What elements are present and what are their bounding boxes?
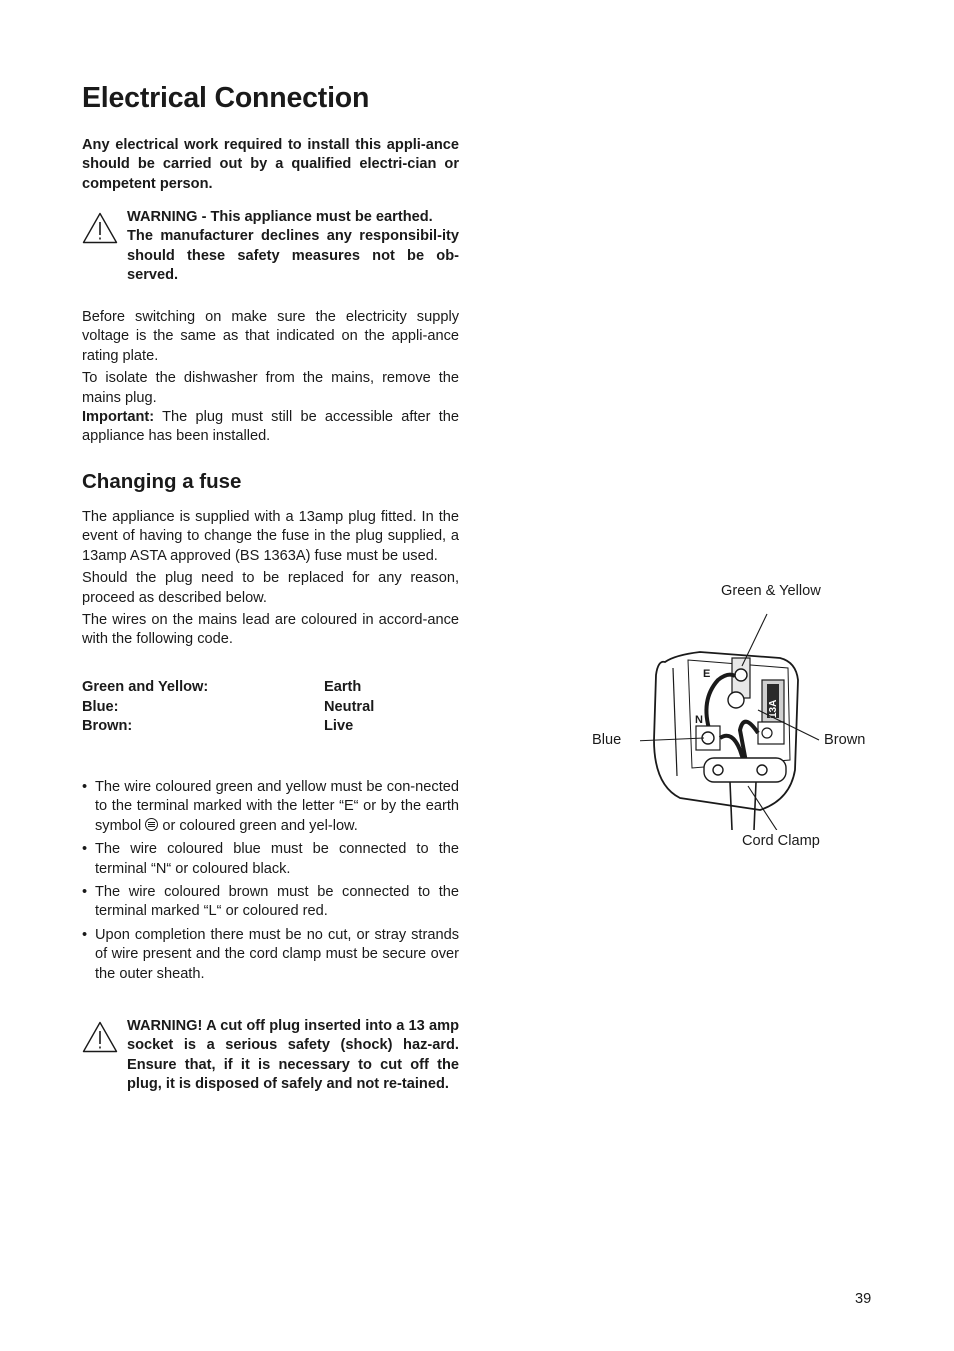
list-item: [82, 778, 459, 836]
supply-paragraphs: [82, 308, 459, 447]
bullet-text: The wire coloured brown must be connected to the terminal marked “L“ or coloured red.: [95, 884, 459, 920]
warning-icon: [82, 1021, 118, 1053]
fuse-paragraph-3: The wires on the mains lead are coloured in accord-ance with the following code.: [82, 612, 459, 648]
label-green-yellow: Green & Yellow: [721, 583, 821, 599]
important-paragraph: [82, 408, 459, 447]
bullet-text: The wire coloured green and yellow must be con-nected to the terminal marked with the letter “E“ or by the earth symbol: [95, 779, 459, 834]
bullet-text: Upon completion there must be no cut, or stray strands of wire present and the cord clamp must be secure over the outer sheath.: [95, 926, 459, 982]
fuse-rating-label: 13A: [768, 699, 779, 718]
plug-wiring-diagram: [640, 600, 840, 830]
earth-screw-icon: [735, 669, 747, 681]
list-item: [82, 883, 459, 922]
fuse-paragraph-2: Should the plug need to be replaced for any reason, proceed as described below.: [82, 570, 459, 606]
label-cord-clamp: Cord Clamp: [742, 833, 820, 849]
wire-meaning: Live: [324, 718, 354, 735]
voltage-paragraph: Before switching on make sure the electricity supply voltage is the same as that indicated on the appli-ance rating plate.: [82, 309, 459, 364]
wire-code-row: [82, 678, 459, 698]
fuse-paragraphs: [82, 508, 459, 650]
page-number: 39: [855, 1291, 872, 1307]
centre-screw-icon: [728, 692, 744, 708]
wire-colour: Brown:: [82, 718, 133, 735]
list-item: [82, 840, 459, 879]
wire-meaning: Neutral: [324, 698, 375, 715]
warning-cut-plug-text: WARNING! A cut off plug inserted into a 13 amp socket is a serious safety (shock) haz-ard. Ensure that, if it is necessary to cut off the plug, it is disposed of safely and not re-tained.: [127, 1018, 459, 1093]
wire-meaning: Earth: [324, 679, 362, 695]
instruction-list: [82, 778, 459, 988]
terminal-e-label: E: [703, 668, 711, 680]
bullet-icon: •: [82, 926, 88, 943]
page-title: Electrical Connection: [82, 82, 370, 114]
wire-code-row: [82, 698, 459, 718]
intro-text: Any electrical work required to install this appli-ance should be carried out by a qualified electri-cian or competent person.: [82, 137, 459, 192]
warning-cut-plug: [82, 1017, 459, 1095]
bullet-text: The wire coloured blue must be connected to the terminal “N“ or coloured black.: [95, 841, 459, 877]
bullet-icon: •: [82, 884, 88, 901]
wire-colour: Blue:: [82, 698, 119, 715]
label-blue: Blue: [592, 732, 622, 748]
clamp-screw-icon: [757, 765, 767, 775]
earth-symbol-icon: [145, 818, 158, 831]
clamp-screw-icon: [713, 765, 723, 775]
warning-earthed: [82, 208, 459, 286]
bullet-text: or coloured green and yel-low.: [158, 817, 358, 834]
warning-earthed-line2: The manufacturer declines any responsibil-ity should these safety measures not be ob-served.: [127, 228, 459, 284]
bullet-icon: •: [82, 779, 88, 795]
intro-paragraph: [82, 136, 459, 194]
wire-code-row: [82, 717, 459, 737]
important-text: The plug must still be accessible after the appliance has been installed.: [82, 409, 459, 445]
list-item: [82, 926, 459, 984]
warning-earthed-line1: WARNING - This appliance must be earthed.: [127, 209, 433, 225]
warning-icon: [82, 212, 118, 244]
wire-code-table: [82, 678, 459, 737]
terminal-n-label: N: [695, 714, 703, 726]
label-brown: Brown: [824, 732, 866, 748]
isolate-paragraph: To isolate the dishwasher from the mains, remove the mains plug.: [82, 370, 459, 406]
fuse-paragraph-1: The appliance is supplied with a 13amp plug fitted. In the event of having to change the fuse in the plug supplied, a 13amp ASTA approved (BS 1363A) fuse must be used.: [82, 509, 459, 564]
live-screw-icon: [762, 728, 772, 738]
bullet-icon: •: [82, 841, 88, 858]
wire-colour: Green and Yellow:: [82, 679, 209, 695]
important-label: Important:: [82, 409, 155, 426]
section-title: Changing a fuse: [82, 470, 242, 493]
